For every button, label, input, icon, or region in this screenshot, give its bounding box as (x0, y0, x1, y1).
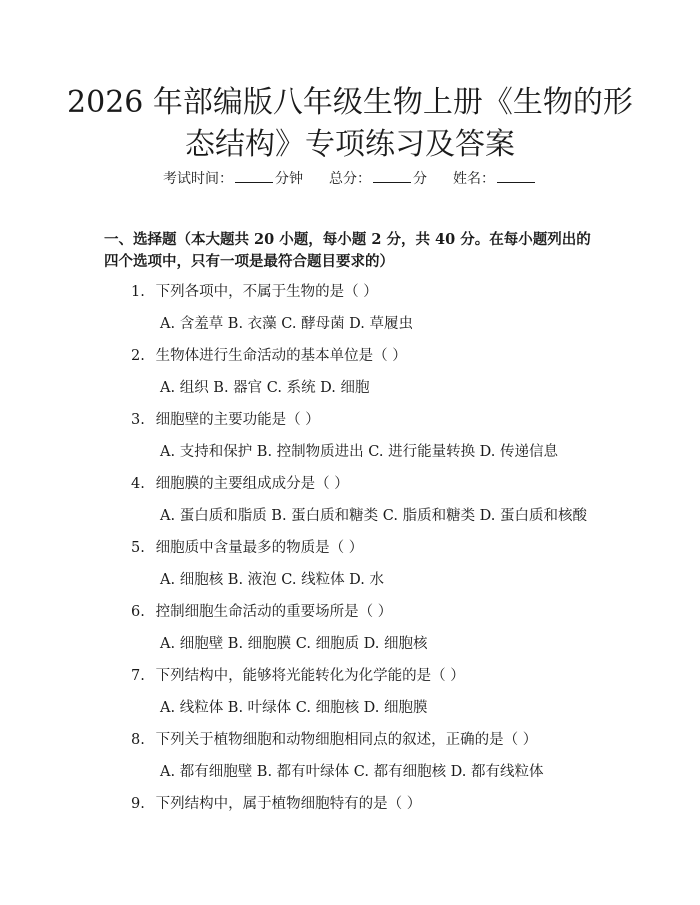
name-label: 姓名： (453, 171, 495, 187)
score-unit: 分 (413, 171, 427, 187)
question-number: 4. (131, 476, 145, 492)
question-text: 生物体进行生命活动的基本单位是（ ） (155, 348, 407, 364)
question-stem (131, 730, 651, 750)
question-options: A. 含羞草 B. 衣藻 C. 酵母菌 D. 草履虫 (160, 316, 414, 332)
question-options: A. 支持和保护 B. 控制物质进出 C. 进行能量转换 D. 传递信息 (160, 444, 559, 460)
time-blank (235, 168, 273, 183)
question-number: 8. (131, 732, 145, 748)
score-blank (373, 168, 411, 183)
question-stem (131, 538, 651, 558)
question-stem (131, 474, 651, 494)
question-stem (131, 602, 651, 622)
question-options: A. 线粒体 B. 叶绿体 C. 细胞核 D. 细胞膜 (160, 700, 428, 716)
question-stem (131, 794, 651, 814)
question-number: 2. (131, 348, 145, 364)
question-number: 6. (131, 604, 145, 620)
question-options: A. 细胞核 B. 液泡 C. 线粒体 D. 水 (160, 572, 385, 588)
question-stem (131, 666, 651, 686)
question-stem (131, 282, 651, 302)
question-text: 细胞膜的主要组成成分是（ ） (155, 476, 349, 492)
question-options: A. 组织 B. 器官 C. 系统 D. 细胞 (160, 380, 370, 396)
question-text: 下列各项中，不属于生物的是（ ） (155, 284, 378, 300)
question-number: 1. (131, 284, 145, 300)
question-text: 细胞壁的主要功能是（ ） (155, 412, 320, 428)
question-text: 控制细胞生命活动的重要场所是（ ） (155, 604, 393, 620)
question-stem (131, 410, 651, 430)
name-blank (497, 168, 535, 183)
question-options: A. 都有细胞壁 B. 都有叶绿体 C. 都有细胞核 D. 都有线粒体 (160, 764, 544, 780)
score-label: 总分： (329, 171, 371, 187)
document-title: 2026 年部编版八年级生物上册《生物的形态结构》专项练习及答案 (67, 85, 633, 162)
exam-meta (0, 168, 700, 189)
time-unit: 分钟 (275, 171, 303, 187)
question-stem (131, 346, 651, 366)
question-text: 下列关于植物细胞和动物细胞相同点的叙述，正确的是（ ） (155, 732, 538, 748)
question-text: 下列结构中，能够将光能转化为化学能的是（ ） (155, 668, 465, 684)
question-options: A. 细胞壁 B. 细胞膜 C. 细胞质 D. 细胞核 (160, 636, 428, 652)
question-text: 细胞质中含量最多的物质是（ ） (155, 540, 364, 556)
question-options: A. 蛋白质和脂质 B. 蛋白质和糖类 C. 脂质和糖类 D. 蛋白质和核酸 (160, 508, 588, 524)
question-text: 下列结构中，属于植物细胞特有的是（ ） (155, 796, 422, 812)
question-number: 7. (131, 668, 145, 684)
question-number: 3. (131, 412, 145, 428)
question-number: 9. (131, 796, 145, 812)
section-heading: 一、选择题（本大题共 20 小题，每小题 2 分，共 40 分。在每小题列出的四个选项中，只有一项是最符合题目要求的） (104, 231, 591, 270)
time-label: 考试时间： (163, 171, 233, 187)
question-number: 5. (131, 540, 145, 556)
